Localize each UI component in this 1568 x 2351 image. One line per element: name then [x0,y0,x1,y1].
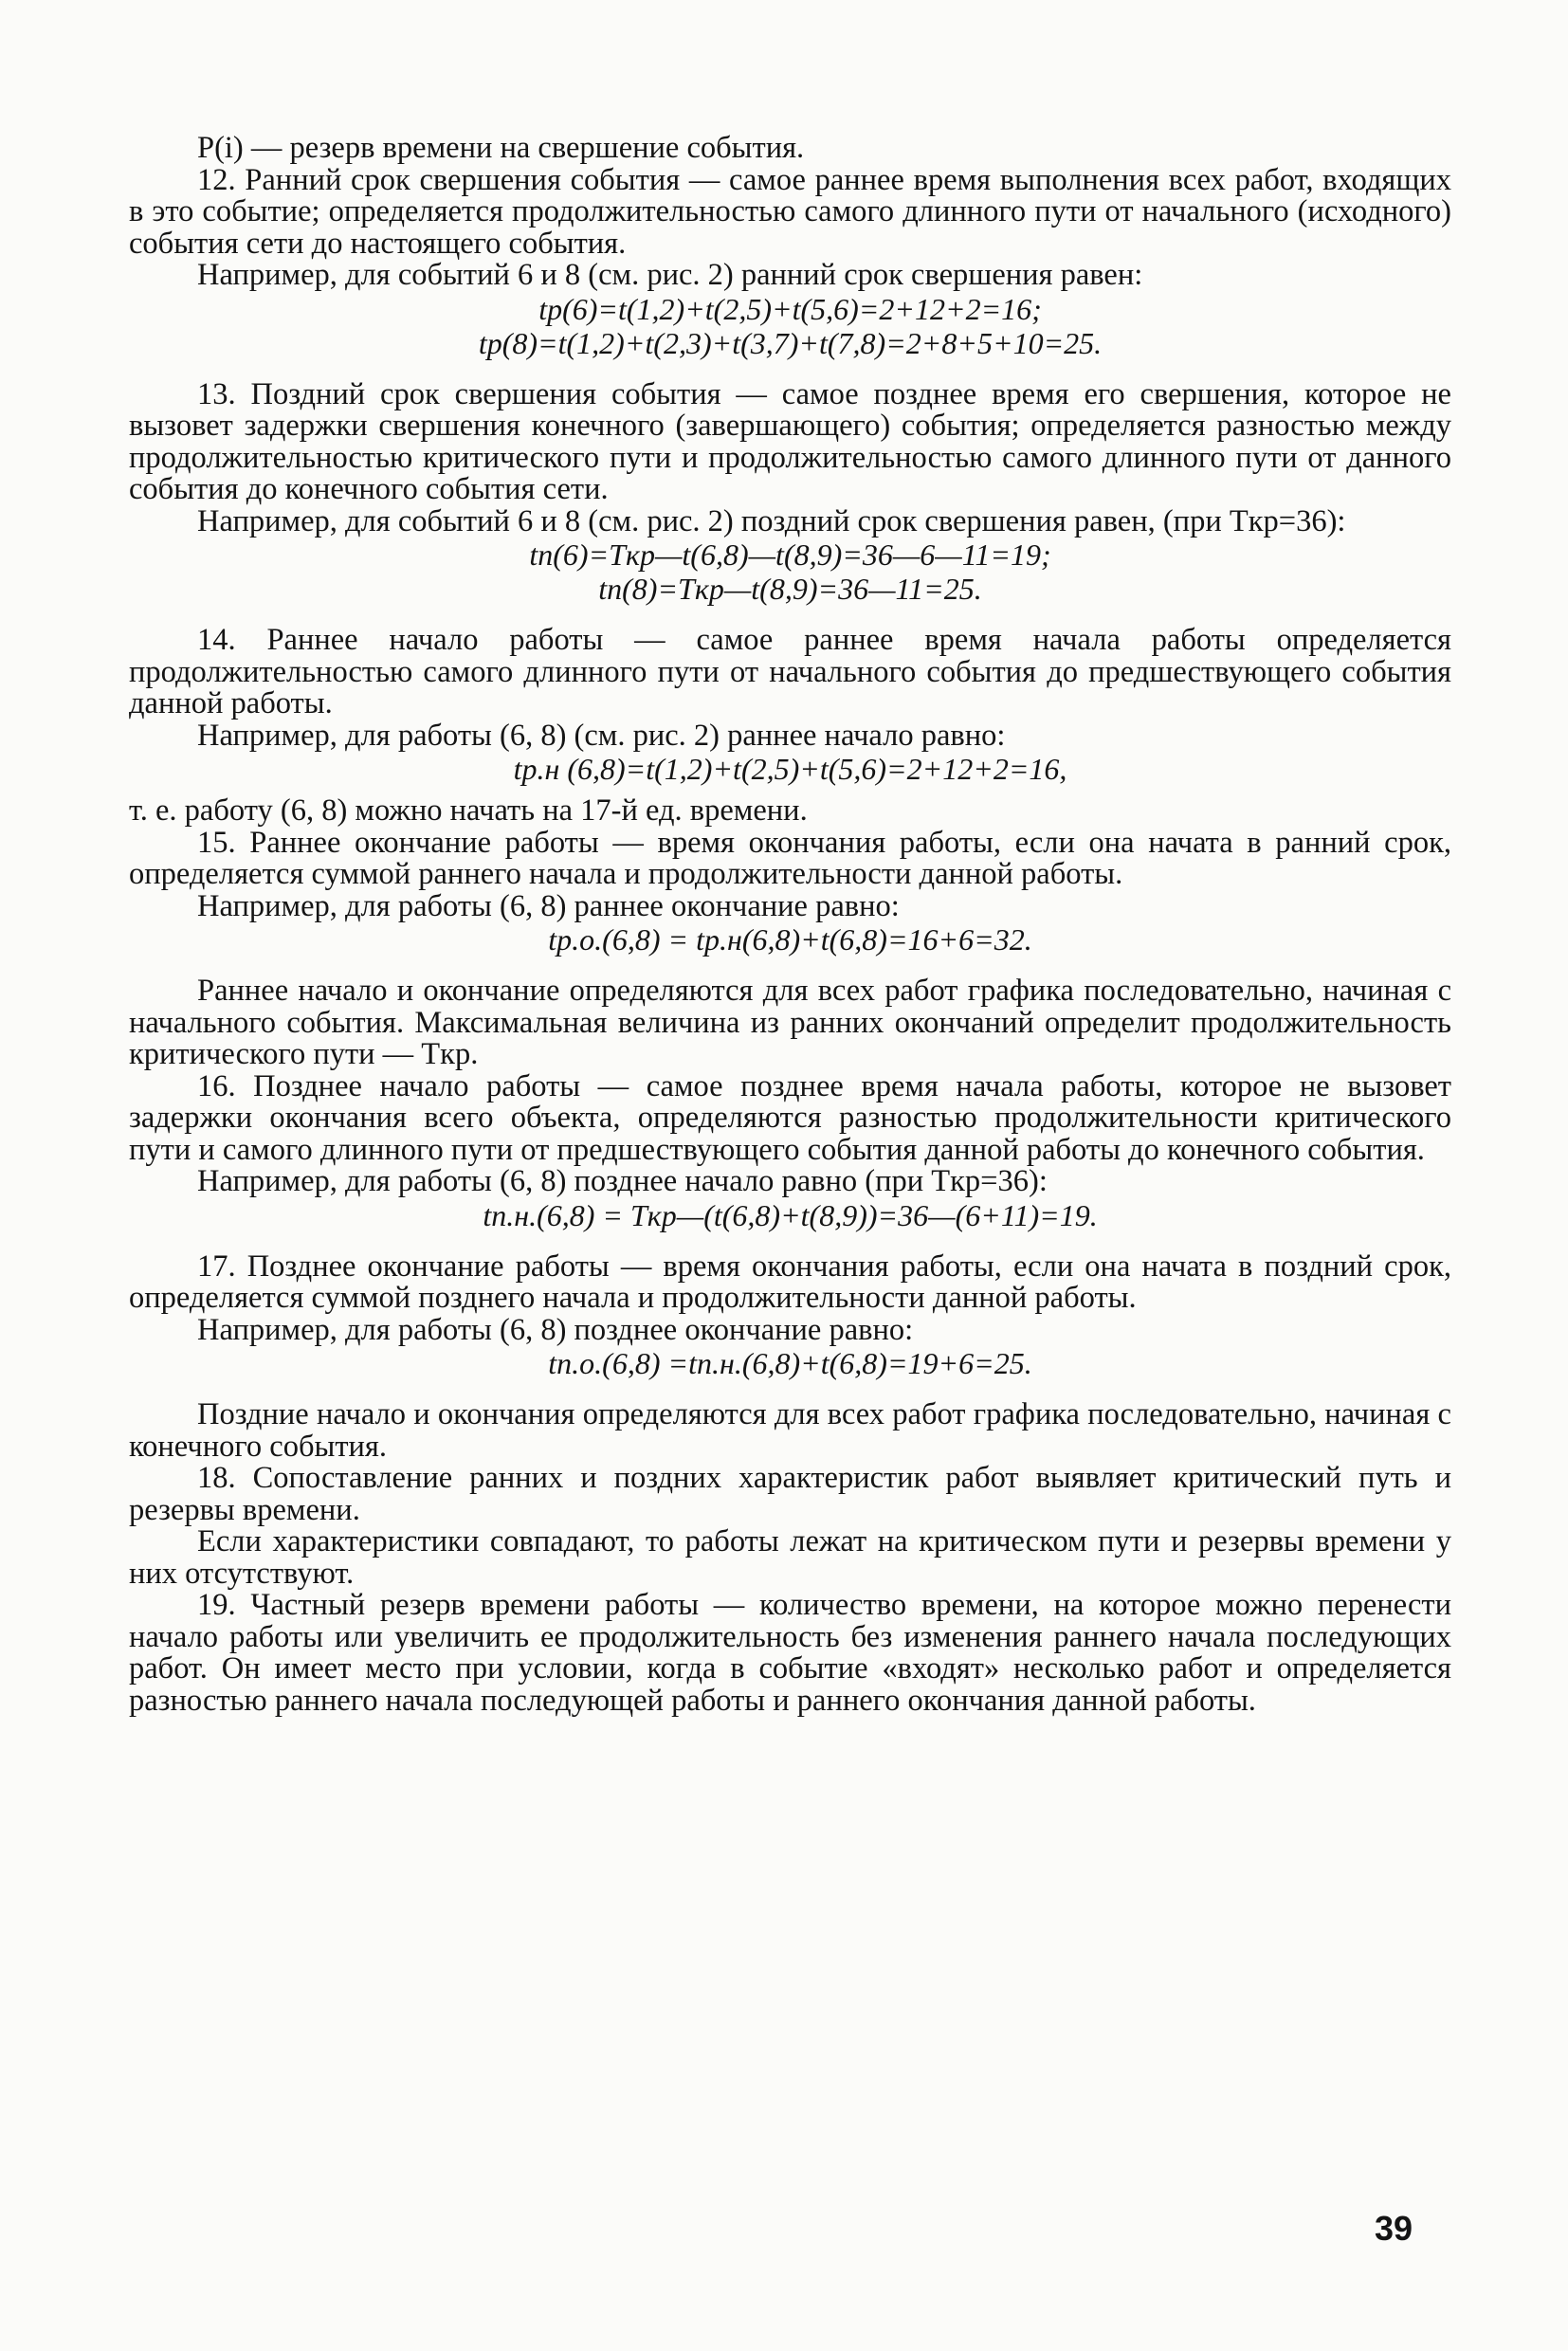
formula-line: tр(6)=t(1,2)+t(2,5)+t(5,6)=2+12+2=16; [538,291,1042,326]
formula-line: tп.н.(6,8) = Tкр—(t(6,8)+t(8,9))=36—(6+11)=19. [483,1197,1098,1232]
spacer [129,360,1451,379]
formula-line: tп(6)=Tкр—t(6,8)—t(8,9)=36—6—11=19; [529,538,1051,572]
paragraph: Раннее начало и окончание определяются для всех работ графика последовательно, начиная с начального события. Максимальная величина из ранних окончаний определит продолжительность критического пути — Tкр. [129,974,1451,1071]
page-body [129,133,1451,1717]
paragraph: Например, для работы (6, 8) позднее окончание равно: [197,1312,914,1347]
paragraph: Например, для событий 6 и 8 (см. рис. 2) ранний срок свершения равен: [197,258,1143,292]
paragraph: Например, для работы (6, 8) (см. рис. 2) раннее начало равно: [197,718,1006,753]
formula-line: tр.о.(6,8) = tр.н(6,8)+t(6,8)=16+6=32. [548,922,1032,957]
paragraph: т. е. работу (6, 8) можно начать на 17-й ед. времени. [129,793,808,828]
paragraph: 17. Позднее окончание работы — время окончания работы, если она начата в поздний срок, определяется суммой позднего начала и продолжительности данной работы. [129,1248,1451,1315]
paragraph: 12. Ранний срок свершения события — самое раннее время выполнения всех работ, входящих в это событие; определяется продолжительностью самого длинного пути от начального (исходного) события сети до настоящего события. [129,162,1451,261]
formula-line: tп(8)=Tкр—t(8,9)=36—11=25. [598,572,982,606]
spacer [129,1232,1451,1251]
paragraph: Поздние начало и окончания определяются для всех работ графика последовательно, начиная с конечного события. [129,1397,1451,1464]
paragraph: P(i) — резерв времени на свершение события. [197,131,805,165]
formula-line: tр.н (6,8)=t(1,2)+t(2,5)+t(5,6)=2+12+2=16, [513,752,1067,786]
spacer [129,606,1451,625]
formula-line: tп.о.(6,8) =tп.н.(6,8)+t(6,8)=19+6=25. [548,1346,1032,1380]
spacer [129,957,1451,975]
paragraph: 18. Сопоставление ранних и поздних характеристик работ выявляет критический путь и резервы времени. [129,1461,1451,1527]
paragraph: 13. Поздний срок свершения события — самое позднее время его свершения, которое не вызовет задержки свершения конечного (завершающего) события; определяется разностью между продолжительностью критического пути и продолжительностью самого длинного пути от данного события до конечного события сети. [129,376,1451,506]
paragraph: Например, для событий 6 и 8 (см. рис. 2) поздний срок свершения равен, (при Tкр=36): [197,503,1346,538]
paragraph: Например, для работы (6, 8) позднее начало равно (при Tкр=36): [197,1164,1048,1198]
paragraph: 19. Частный резерв времени работы — количество времени, на которое можно перенести начало работы или увеличить ее продолжительность без изменения раннего начала последующих работ. Он имеет место при условии, когда в событие «входят» несколько работ и определяется разностью раннего начала последующей работы и раннего окончания данной работы. [129,1588,1451,1718]
spacer [129,1380,1451,1399]
paragraph: 16. Позднее начало работы — самое позднее время начала работы, которое не вызовет задержки окончания всего объекта, определяются разностью продолжительности критического пути и самого длинного пути от предшествующего события данной работы до конечного события. [129,1068,1451,1167]
paragraph: Например, для работы (6, 8) раннее окончание равно: [197,888,900,923]
paragraph: 14. Раннее начало работы — самое раннее время начала работы определяется продолжительностью самого длинного пути от начального события до предшествующего события данной работы. [129,623,1451,720]
paragraph: 15. Раннее окончание работы — время окончания работы, если она начата в ранний срок, определяется суммой раннего начала и продолжительности данной работы. [129,825,1451,891]
formula-line: tр(8)=t(1,2)+t(2,3)+t(3,7)+t(7,8)=2+8+5+10=25. [478,325,1103,360]
page-number: 39 [1375,2209,1413,2248]
paragraph: Если характеристики совпадают, то работы лежат на критическом пути и резервы времени у них отсутствуют. [129,1524,1451,1591]
